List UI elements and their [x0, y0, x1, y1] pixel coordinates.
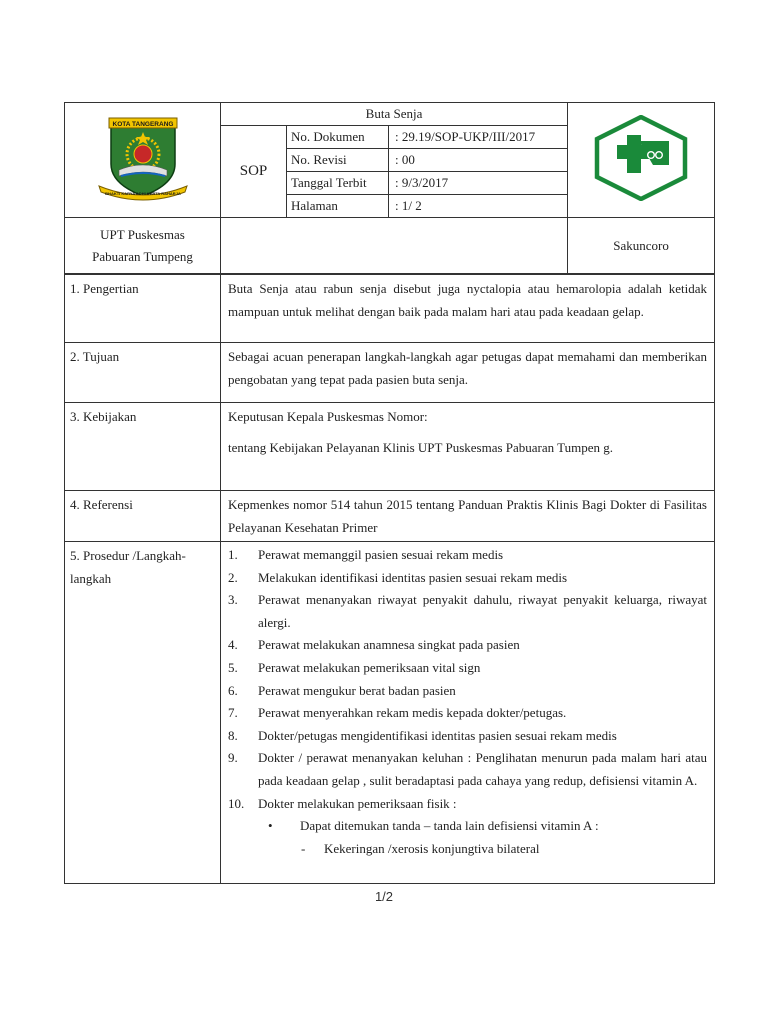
city-logo-cell	[65, 103, 221, 218]
meta-value: : 9/3/2017	[389, 172, 568, 195]
section-row	[65, 343, 715, 403]
procedure-steps	[228, 544, 707, 815]
sop-header-table	[64, 102, 715, 274]
step-number: 2.	[228, 569, 238, 585]
section-text: Buta Senja atau rabun senja disebut juga nyctalopia atau hemarolopia adalah ketidak mampuan untuk melihat dengan baik pada malam hari atau pada keadaan gelap.	[221, 275, 715, 343]
step-text: Perawat menyerahkan rekam medis kepada dokter/petugas.	[258, 705, 567, 721]
step-text: Perawat melakukan pemeriksaan vital sign	[258, 659, 481, 675]
section-row	[65, 275, 715, 343]
bullet-icon: •	[268, 818, 273, 834]
meta-value: : 1/ 2	[389, 195, 568, 218]
procedure-step	[228, 747, 707, 792]
section-label: 1. Pengertian	[65, 275, 221, 343]
document-title: Buta Senja	[221, 103, 568, 126]
procedure-step	[228, 589, 707, 634]
section-label: 4. Referensi	[65, 491, 221, 542]
sop-label: SOP	[221, 126, 287, 218]
step-number: 7.	[228, 705, 238, 721]
section-label: 2. Tujuan	[65, 343, 221, 403]
puskesmas-logo	[593, 115, 689, 201]
step-text: Melakukan identifikasi identitas pasien sesuai rekam medis	[258, 569, 568, 585]
section-text: Sebagai acuan penerapan langkah-langkah agar petugas dapat memahami dan memberikan pengobatan yang tepat pada pasien buta senja.	[221, 343, 715, 403]
step-number: 6.	[228, 682, 238, 698]
sop-body-table	[64, 274, 715, 884]
step-number: 9.	[228, 750, 238, 766]
step-text: Perawat memanggil pasien sesuai rekam medis	[258, 547, 504, 562]
meta-label: No. Dokumen	[287, 126, 389, 149]
signature-space	[221, 218, 568, 274]
section-label: 3. Kebijakan	[65, 403, 221, 491]
step-text: Perawat melakukan anamnesa singkat pada pasien	[258, 637, 520, 653]
step-text: Dokter melakukan pemeriksaan fisik :	[258, 795, 457, 811]
section-row	[65, 542, 715, 884]
procedure-step	[228, 544, 707, 567]
procedure-step	[228, 702, 707, 725]
step-text: Dokter/petugas mengidentifikasi identitas pasien sesuai rekam medis	[258, 727, 617, 743]
step-number: 8.	[228, 727, 238, 743]
meta-value: : 00	[389, 149, 568, 172]
meta-value: : 29.19/SOP-UKP/III/2017	[389, 126, 568, 149]
dash-icon: -	[301, 840, 306, 856]
puskesmas-logo-cell	[568, 103, 715, 218]
kebijakan-line: Keputusan Kepala Puskesmas Nomor:	[228, 409, 428, 424]
step-text: Perawat mengukur berat badan pasien	[258, 682, 456, 698]
section-text	[221, 403, 715, 491]
procedure-step	[228, 725, 707, 748]
page-number: 1/2	[374, 889, 394, 904]
procedure-step	[228, 680, 707, 703]
step-number: 3.	[228, 592, 238, 608]
kota-tangerang-logo	[93, 112, 193, 204]
city-logo-motto: BHAKTI KARYA ADHI KERTA RAHARJA	[104, 191, 181, 196]
meta-label: Halaman	[287, 195, 389, 218]
step-text: Perawat menanyakan riwayat penyakit dahulu, riwayat penyakit keluarga, riwayat alergi.	[258, 592, 707, 630]
sub-dash-item	[228, 838, 707, 861]
step-number: 10.	[228, 795, 245, 811]
section-text: Kepmenkes nomor 514 tahun 2015 tentang Panduan Praktis Klinis Bagi Dokter di Fasilitas Pelayanan Kesehatan Primer	[221, 491, 715, 542]
procedure-step	[228, 657, 707, 680]
section-row	[65, 403, 715, 491]
signer-name: Sakuncoro	[568, 218, 715, 274]
city-logo-text: KOTA TANGERANG	[112, 121, 173, 128]
sub-dash-text: Kekeringan /xerosis konjungtiva bilateral	[324, 840, 540, 856]
sub-bullet-item	[228, 815, 707, 838]
step-number: 4.	[228, 637, 238, 653]
step-number: 5.	[228, 659, 238, 675]
meta-label: Tanggal Terbit	[287, 172, 389, 195]
unit-line: Pabuaran Tumpeng	[92, 248, 193, 264]
step-text: Dokter / perawat menanyakan keluhan : Penglihatan menurun pada malam hari atau pada keadaan gelap , sulit beradaptasi pada cahaya yang redup, defisiensi vitamin A.	[258, 750, 707, 788]
meta-label: No. Revisi	[287, 149, 389, 172]
procedure-step	[228, 634, 707, 657]
unit-line: UPT Puskesmas	[100, 226, 185, 242]
procedure-step	[228, 793, 707, 816]
sub-bullet-text: Dapat ditemukan tanda – tanda lain defisiensi vitamin A :	[300, 818, 599, 834]
step-number: 1.	[228, 547, 238, 562]
section-row	[65, 491, 715, 542]
section-label: 5. Prosedur /Langkah-langkah	[65, 542, 221, 884]
kebijakan-line: tentang Kebijakan Pelayanan Klinis UPT Puskesmas Pabuaran Tumpen g.	[228, 440, 614, 455]
procedure-cell	[221, 542, 715, 884]
procedure-step	[228, 567, 707, 590]
unit-name	[65, 218, 221, 274]
